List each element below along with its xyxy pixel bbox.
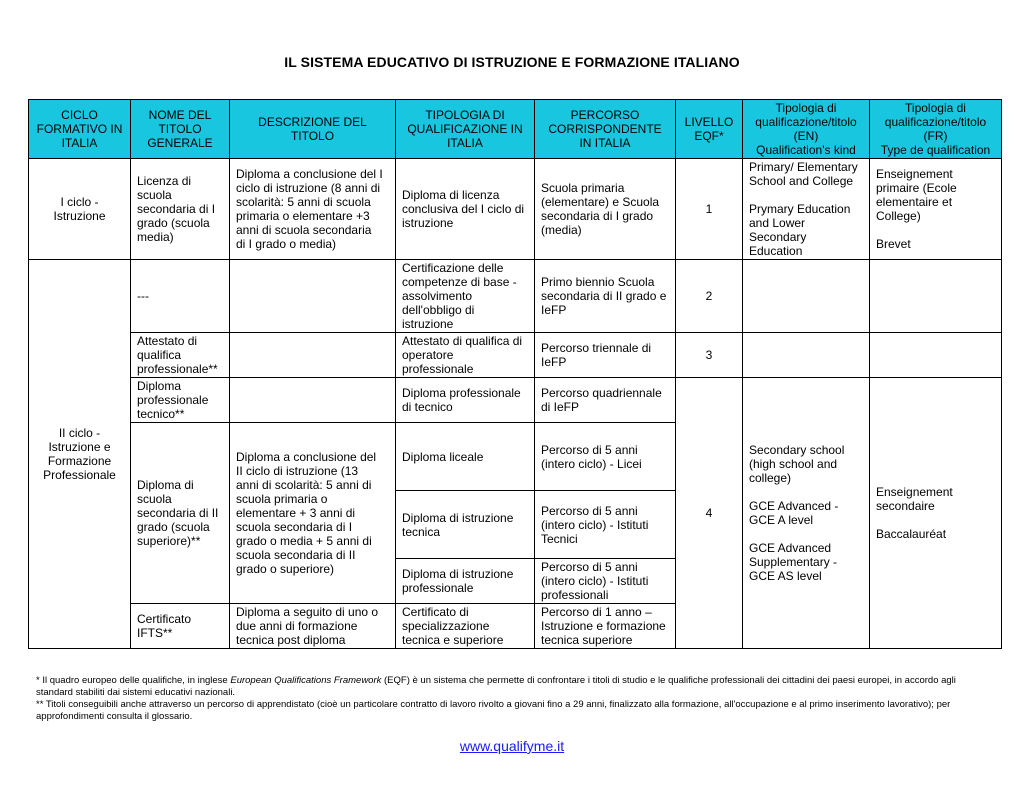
cell-nome: Attestato di qualifica professionale** — [131, 333, 230, 378]
cell-en: Primary/ Elementary School and College Prymary Education and Lower Secondary Education — [743, 159, 870, 260]
cell-tipologia: Diploma professionale di tecnico — [396, 378, 535, 423]
cell-nome: Certificato IFTS** — [131, 604, 230, 649]
cell-descrizione: Diploma a conclusione del II ciclo di istruzione (13 anni di scolarità: 5 anni di scuola primaria o elementare + 3 anni di scuola secondaria di I grado o media + 5 anni di scuola secondaria di II grado o superiore) — [230, 423, 396, 604]
cell-fr — [870, 260, 1002, 333]
footnote-eqf-prefix: * Il quadro europeo delle qualifiche, in inglese — [36, 675, 231, 686]
cell-en — [743, 260, 870, 333]
cell-nome: Licenza di scuola secondaria di I grado (scuola media) — [131, 159, 230, 260]
cell-descrizione — [230, 378, 396, 423]
header-en: Tipologia di qualificazione/titolo (EN) Qualification's kind — [743, 100, 870, 159]
page-title: IL SISTEMA EDUCATIVO DI ISTRUZIONE E FORMAZIONE ITALIANO — [284, 54, 740, 70]
cell-en — [743, 333, 870, 378]
table-header-row — [29, 100, 1002, 159]
cell-livello: 3 — [676, 333, 743, 378]
header-livello: LIVELLO EQF* — [676, 100, 743, 159]
header-percorso: PERCORSO CORRISPONDENTE IN ITALIA — [535, 100, 676, 159]
table-row — [29, 378, 1002, 423]
cell-tipologia: Diploma di istruzione professionale — [396, 559, 535, 604]
cell-percorso: Percorso di 1 anno – Istruzione e formazione tecnica superiore — [535, 604, 676, 649]
cell-tipologia: Certificato di specializzazione tecnica e superiore — [396, 604, 535, 649]
footnote-apprendistato: ** Titoli conseguibili anche attraverso un percorso di apprendistato (cioè un particolare contratto di lavoro rivolto a giovani fino a 29 anni, finalizzato alla formazione, all'occupazione e al primo inserimento lavorativo); per approfondimenti consulta il glossario. — [36, 699, 951, 722]
cell-nome: Diploma professionale tecnico** — [131, 378, 230, 423]
cell-percorso: Scuola primaria (elementare) e Scuola secondaria di I grado (media) — [535, 159, 676, 260]
footnotes — [36, 675, 992, 723]
cell-ciclo: I ciclo - Istruzione — [29, 159, 131, 260]
education-system-table — [28, 99, 1002, 649]
cell-ciclo: II ciclo - Istruzione e Formazione Professionale — [29, 260, 131, 649]
cell-percorso: Percorso triennale di IeFP — [535, 333, 676, 378]
cell-livello: 4 — [676, 378, 743, 649]
cell-percorso: Primo biennio Scuola secondaria di II grado e IeFP — [535, 260, 676, 333]
cell-descrizione: Diploma a seguito di uno o due anni di formazione tecnica post diploma — [230, 604, 396, 649]
table-row — [29, 260, 1002, 333]
cell-fr: Enseignement primaire (Ecole elementaire et College) Brevet — [870, 159, 1002, 260]
footnote-eqf-suffix: (EQF) è un sistema che permette di confrontare i titoli di studio e le qualifiche professionali dei cittadini dei paesi europei, in accordo agli standard stabiliti dai sistemi educativi nazionali. — [36, 675, 956, 698]
website-link[interactable]: www.qualifyme.it — [459, 738, 565, 754]
header-nome: NOME DEL TITOLO GENERALE — [131, 100, 230, 159]
cell-en: Secondary school (high school and college) GCE Advanced - GCE A level GCE Advanced Supplementary - GCE AS level — [743, 378, 870, 649]
cell-livello: 2 — [676, 260, 743, 333]
cell-descrizione — [230, 260, 396, 333]
cell-tipologia: Diploma di licenza conclusiva del I ciclo di istruzione — [396, 159, 535, 260]
cell-percorso: Percorso di 5 anni (intero ciclo) - Licei — [535, 423, 676, 491]
cell-percorso: Percorso di 5 anni (intero ciclo) ‐ Istituti professionali — [535, 559, 676, 604]
cell-percorso: Percorso quadriennale di IeFP — [535, 378, 676, 423]
cell-descrizione: Diploma a conclusione del I ciclo di istruzione (8 anni di scolarità: 5 anni di scuola primaria o elementare +3 anni di scuola secondaria di I grado o media) — [230, 159, 396, 260]
cell-tipologia: Certificazione delle competenze di base - assolvimento dell'obbligo di istruzione — [396, 260, 535, 333]
footnote-eqf — [36, 675, 992, 699]
cell-tipologia: Diploma di istruzione tecnica — [396, 491, 535, 559]
cell-fr — [870, 333, 1002, 378]
cell-descrizione — [230, 333, 396, 378]
cell-tipologia: Diploma liceale — [396, 423, 535, 491]
cell-tipologia: Attestato di qualifica di operatore professionale — [396, 333, 535, 378]
header-tipologia: TIPOLOGIA DI QUALIFICAZIONE IN ITALIA — [396, 100, 535, 159]
header-descrizione: DESCRIZIONE DEL TITOLO — [230, 100, 396, 159]
cell-fr: Enseignement secondaire Baccalauréat — [870, 378, 1002, 649]
header-fr: Tipologia di qualificazione/titolo (FR) Type de qualification — [870, 100, 1002, 159]
cell-livello: 1 — [676, 159, 743, 260]
website-footer — [0, 738, 1024, 754]
cell-percorso: Percorso di 5 anni (intero ciclo) ‐ Istituti Tecnici — [535, 491, 676, 559]
header-ciclo: CICLO FORMATIVO IN ITALIA — [29, 100, 131, 159]
cell-nome: --- — [131, 260, 230, 333]
table-row — [29, 159, 1002, 260]
table-row — [29, 333, 1002, 378]
cell-nome: Diploma di scuola secondaria di II grado (scuola superiore)** — [131, 423, 230, 604]
footnote-eqf-italic: European Qualifications Framework — [230, 675, 382, 686]
